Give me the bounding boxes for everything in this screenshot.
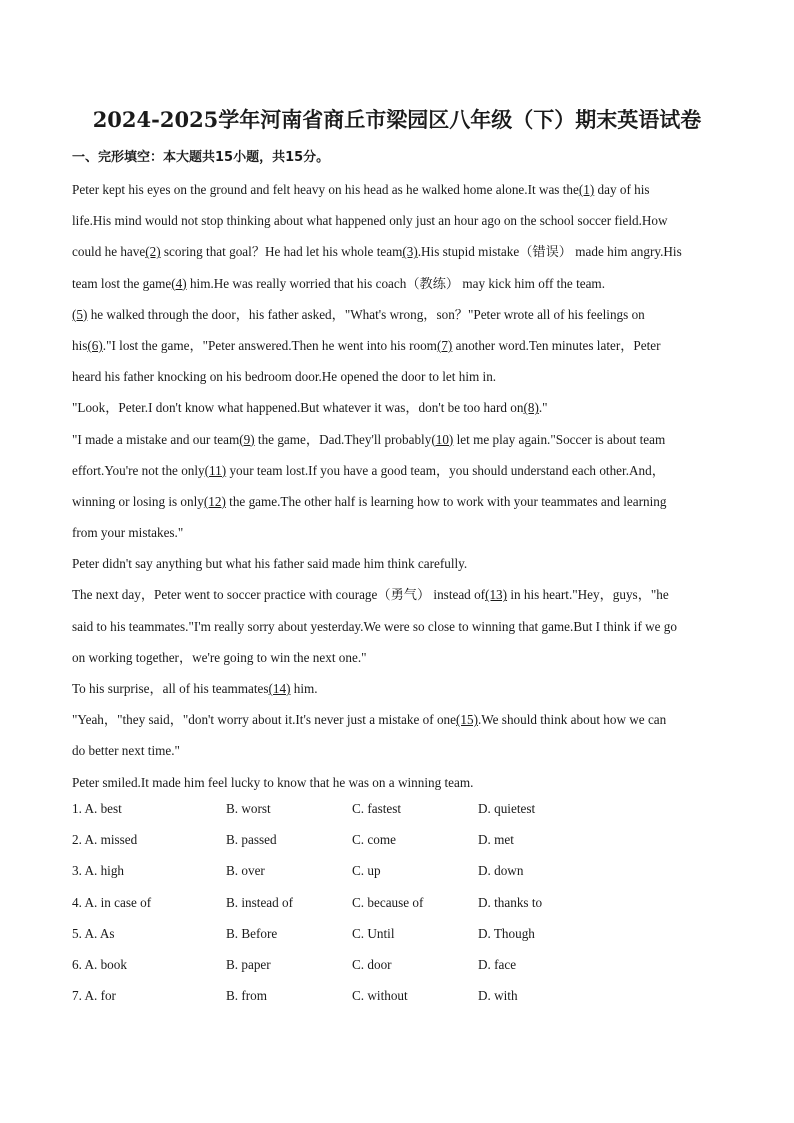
- option-a: 5. A. As: [72, 925, 115, 941]
- passage-text: on working together，we're going to win the next one.": [72, 649, 367, 665]
- passage-text: winning or losing is only: [72, 493, 204, 509]
- passage-text: Peter kept his eyes on the ground and felt heavy on his head as he walked home alone.It was the: [72, 182, 579, 197]
- option-a: 3. A. high: [72, 863, 125, 879]
- passage-text: do better next time.": [72, 743, 180, 759]
- option-a: 2. A. missed: [72, 832, 138, 848]
- option-d: D. face: [478, 956, 517, 972]
- passage-text: .": [538, 400, 548, 416]
- passage-line: [72, 174, 722, 205]
- passage-line: [72, 486, 722, 517]
- passage-line: [72, 392, 722, 423]
- passage-line: [72, 205, 722, 236]
- option-d: D. Though: [478, 925, 535, 941]
- blank-marker: (2): [145, 244, 161, 260]
- blank-marker: (8): [523, 400, 539, 416]
- passage-text: Peter didn't say anything but what his father said made him think carefully.: [72, 556, 468, 572]
- passage-line: [72, 330, 722, 361]
- passage-line: [72, 548, 722, 579]
- passage-line: [72, 424, 722, 455]
- blank-marker: (4): [171, 275, 187, 291]
- passage-line: [72, 767, 722, 798]
- option-c: C. fastest: [352, 801, 402, 816]
- passage-text: life.His mind would not stop thinking about what happened only just an hour ago on the school soccer field.How: [72, 213, 668, 229]
- passage-text: another word.Ten minutes later，Peter: [452, 337, 661, 353]
- option-a: 4. A. in case of: [72, 894, 152, 910]
- blank-marker: (12): [203, 493, 226, 509]
- option-d: D. with: [478, 988, 518, 1004]
- passage-text: him.He was really worried that his coach（教练） may kick him off the team.: [186, 275, 605, 291]
- option-b: B. Before: [226, 925, 278, 941]
- passage-text: "Yeah，"they said，"don't worry about it.It's never just a mistake of one: [72, 712, 456, 728]
- option-c: C. because of: [352, 894, 424, 910]
- passage-text: your team lost.If you have a good team，you should understand each other.And，: [226, 462, 665, 478]
- option-a: 6. A. book: [72, 956, 127, 972]
- passage-text: scoring that goal？He had let his whole team: [160, 244, 403, 260]
- passage-text: effort.You're not the only: [72, 462, 205, 478]
- option-a: 1. A. best: [72, 801, 122, 816]
- passage-text: ."I lost the game，"Peter answered.Then he went into his room: [102, 337, 437, 353]
- passage-line: [72, 642, 722, 673]
- passage-line: [72, 361, 722, 392]
- passage-text: his: [72, 337, 88, 353]
- passage-text: "Look，Peter.I don't know what happened.But whatever it was，don't be too hard on: [72, 400, 524, 416]
- passage-line: [72, 268, 722, 299]
- passage-line: [72, 236, 722, 267]
- option-b: B. over: [226, 863, 265, 879]
- option-b: B. paper: [226, 956, 271, 972]
- passage-text: in his heart."Hey，guys，"he: [507, 587, 669, 603]
- passage-text: could he have: [72, 244, 146, 260]
- option-d: D. down: [478, 863, 524, 879]
- option-c: C. up: [352, 863, 381, 879]
- blank-marker: (6): [87, 337, 103, 353]
- passage-line: [72, 455, 722, 486]
- blank-marker: (14): [268, 681, 291, 696]
- passage-text: The next day，Peter went to soccer practice with courage（勇气） instead of: [72, 587, 486, 603]
- passage-text: let me play again."Soccer is about team: [453, 431, 666, 447]
- passage-text: day of his: [594, 182, 650, 197]
- passage-line: [72, 579, 722, 610]
- passage-text: the game，Dad.They'll probably: [254, 431, 432, 447]
- passage-line: [72, 704, 722, 735]
- option-b: B. worst: [226, 801, 271, 816]
- blank-marker: (5): [72, 306, 88, 322]
- blank-marker: (9): [239, 431, 255, 447]
- option-a: 7. A. for: [72, 988, 116, 1004]
- passage-line: [72, 673, 722, 704]
- blank-marker: (10): [431, 431, 454, 447]
- blank-marker: (7): [436, 337, 453, 353]
- option-c: C. without: [352, 988, 408, 1004]
- option-d: D. met: [478, 832, 514, 848]
- passage-text: team lost the game: [72, 275, 172, 291]
- option-b: B. instead of: [226, 894, 294, 910]
- passage-text: from your mistakes.": [72, 525, 184, 541]
- passage-line: [72, 735, 722, 766]
- blank-marker: (15): [455, 712, 478, 728]
- passage-text: heard his father knocking on his bedroom door.He opened the door to let him in.: [72, 369, 497, 385]
- section-heading: 一、完形填空：本大题共15小题，共15分。: [72, 150, 330, 165]
- passage-text: he walked through the door，his father asked，"What's wrong，son？"Peter wrote all of his feelings on: [87, 306, 645, 322]
- passage-text: Peter smiled.It made him feel lucky to know that he was on a winning team.: [72, 774, 474, 790]
- passage-text: .We should think about how we can: [477, 712, 667, 728]
- blank-marker: (1): [578, 182, 595, 197]
- passage-line: [72, 517, 722, 548]
- passage-text: the game.The other half is learning how to work with your teammates and learning: [225, 493, 667, 509]
- option-d: D. thanks to: [478, 894, 543, 910]
- passage-text: him.: [290, 681, 318, 696]
- passage-text: To his surprise，all of his teammates: [72, 681, 269, 696]
- option-c: C. door: [352, 956, 392, 972]
- passage-text: .His stupid mistake（错误） made him angry.His: [417, 244, 682, 260]
- blank-marker: (3): [402, 244, 418, 260]
- blank-marker: (13): [485, 587, 508, 603]
- blank-marker: (11): [204, 462, 227, 478]
- option-c: C. Until: [352, 925, 395, 941]
- option-d: D. quietest: [478, 801, 536, 816]
- option-b: B. passed: [226, 832, 277, 848]
- passage-text: "I made a mistake and our team: [72, 431, 240, 447]
- passage-line: [72, 611, 722, 642]
- option-b: B. from: [226, 988, 268, 1004]
- passage-text: said to his teammates."I'm really sorry about yesterday.We were so close to winning that game.But I think if we go: [72, 618, 677, 634]
- option-c: C. come: [352, 832, 396, 848]
- page-title: 2024-2025学年河南省商丘市梁园区八年级（下）期末英语试卷: [92, 107, 702, 132]
- cloze-passage: [72, 174, 722, 798]
- passage-line: [72, 299, 722, 330]
